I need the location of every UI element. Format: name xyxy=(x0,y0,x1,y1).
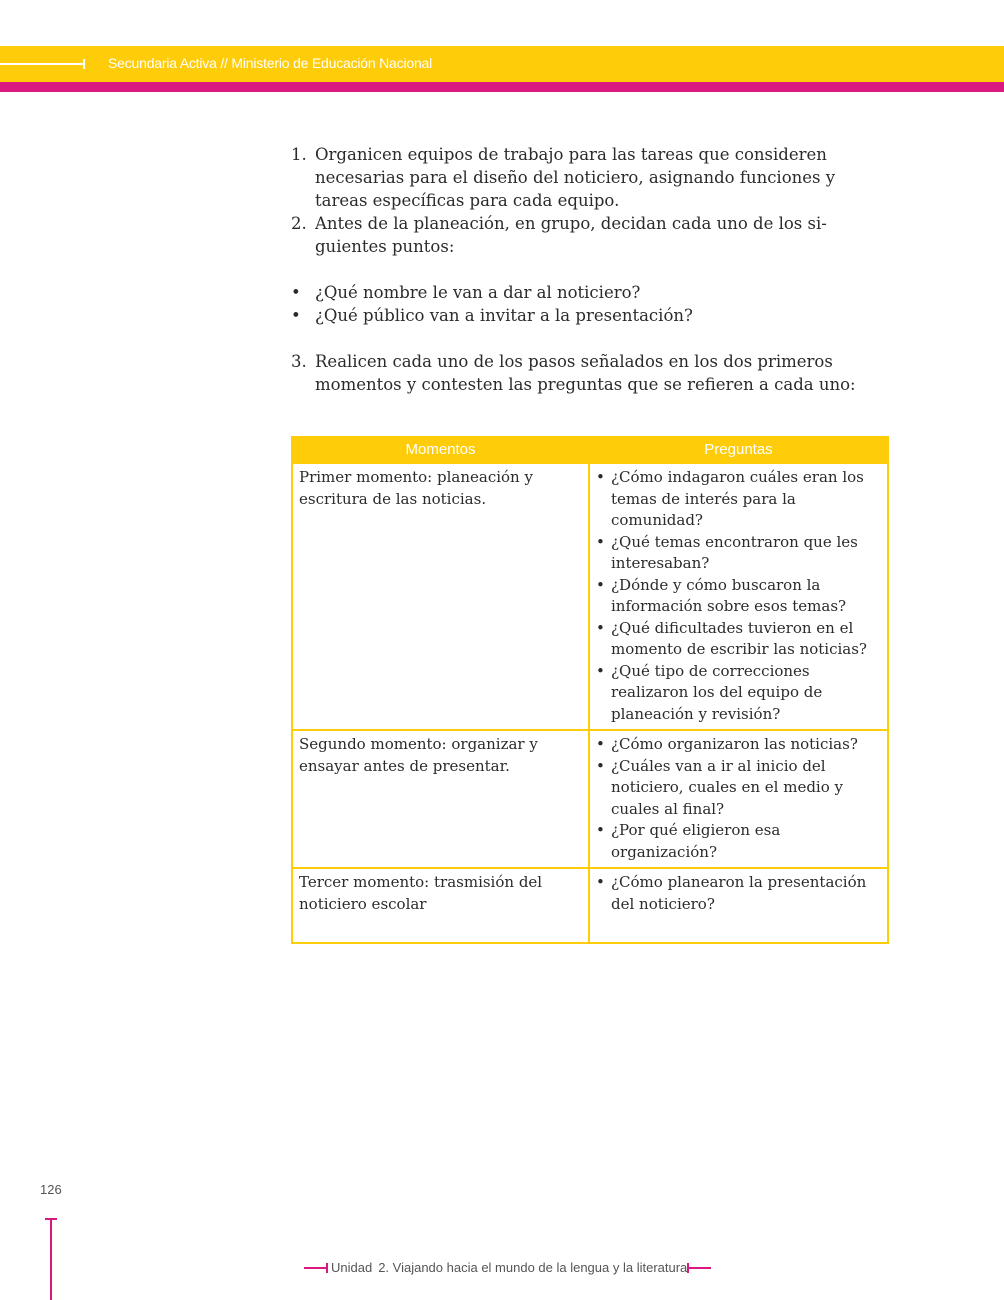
instruction-item xyxy=(291,143,891,212)
bullet-item xyxy=(291,281,891,304)
table-row xyxy=(292,868,888,943)
instructions xyxy=(291,143,891,396)
instruction-item xyxy=(291,350,891,396)
instruction-number: 2. xyxy=(291,214,307,233)
question-item: • ¿Qué tipo de correcciones realizaron los del equipo de planeación y revisión? xyxy=(596,661,823,723)
question-item: • ¿Qué dificultades tuvieron en el momento de escribir las noticias? xyxy=(596,618,867,658)
margin-decoration-tick xyxy=(45,1218,57,1220)
footer-unit-text: 2. Viajando hacia el mundo de la lengua y la literatura xyxy=(378,1260,688,1275)
question-item: • ¿Cómo planearon la presentación del noticiero? xyxy=(596,873,867,913)
momento-cell: Primer momento: planeación y escritura de las noticias. xyxy=(292,463,589,730)
footer-unit-label: Unidad xyxy=(331,1260,373,1275)
page-number: 126 xyxy=(40,1182,62,1197)
bullet-dot: • xyxy=(291,283,301,302)
table-row xyxy=(292,463,888,730)
footer xyxy=(304,1260,711,1275)
instruction-text: Organicen equipos de trabajo para las tareas que consideren necesarias para el diseño del noticiero, asignando funciones y tareas específicas para cada equipo. xyxy=(315,145,836,210)
header-momentos: Momentos xyxy=(292,437,589,463)
instruction-text: Realicen cada uno de los pasos señalados en los dos primeros momentos y contesten las preguntas que se refieren a cada uno: xyxy=(315,352,856,394)
instruction-item xyxy=(291,212,891,258)
bullet-item xyxy=(291,304,891,327)
header-accent-bar xyxy=(0,82,1004,92)
momento-cell: Tercer momento: trasmisión del noticiero escolar xyxy=(292,868,589,943)
instruction-number: 1. xyxy=(291,145,307,164)
bullet-text: ¿Qué público van a invitar a la presentación? xyxy=(315,306,693,325)
margin-decoration-line xyxy=(50,1218,52,1300)
preguntas-cell xyxy=(589,463,888,730)
question-item: • ¿Por qué eligieron esa organización? xyxy=(596,821,781,861)
header-title: Secundaria Activa // Ministerio de Educación Nacional xyxy=(108,55,433,71)
moments-table xyxy=(291,436,889,944)
header-decoration-tick xyxy=(83,59,85,69)
question-item: • ¿Cuáles van a ir al inicio del noticiero, cuales en el medio y cuales al final? xyxy=(596,756,843,818)
table-row xyxy=(292,730,888,868)
bullet-text: ¿Qué nombre le van a dar al noticiero? xyxy=(315,283,641,302)
instruction-text: Antes de la planeación, en grupo, decidan cada uno de los siguientes puntos: xyxy=(315,214,827,256)
header-decoration-line xyxy=(0,63,84,65)
table-header-row xyxy=(292,437,888,463)
question-item: • ¿Dónde y cómo buscaron la información sobre esos temas? xyxy=(596,575,847,615)
footer-decoration-right xyxy=(687,1267,711,1269)
question-item: • ¿Cómo indagaron cuáles eran los temas de interés para la comunidad? xyxy=(596,468,864,529)
momento-cell: Segundo momento: organizar y ensayar antes de presentar. xyxy=(292,730,589,868)
footer-decoration-left xyxy=(304,1267,328,1269)
preguntas-cell xyxy=(589,868,888,943)
bullet-dot: • xyxy=(291,306,301,325)
question-item: • ¿Cómo organizaron las noticias? xyxy=(596,735,858,753)
header-preguntas: Preguntas xyxy=(589,437,888,463)
question-item: • ¿Qué temas encontraron que les interesaban? xyxy=(596,532,858,572)
preguntas-cell xyxy=(589,730,888,868)
instruction-number: 3. xyxy=(291,352,307,371)
